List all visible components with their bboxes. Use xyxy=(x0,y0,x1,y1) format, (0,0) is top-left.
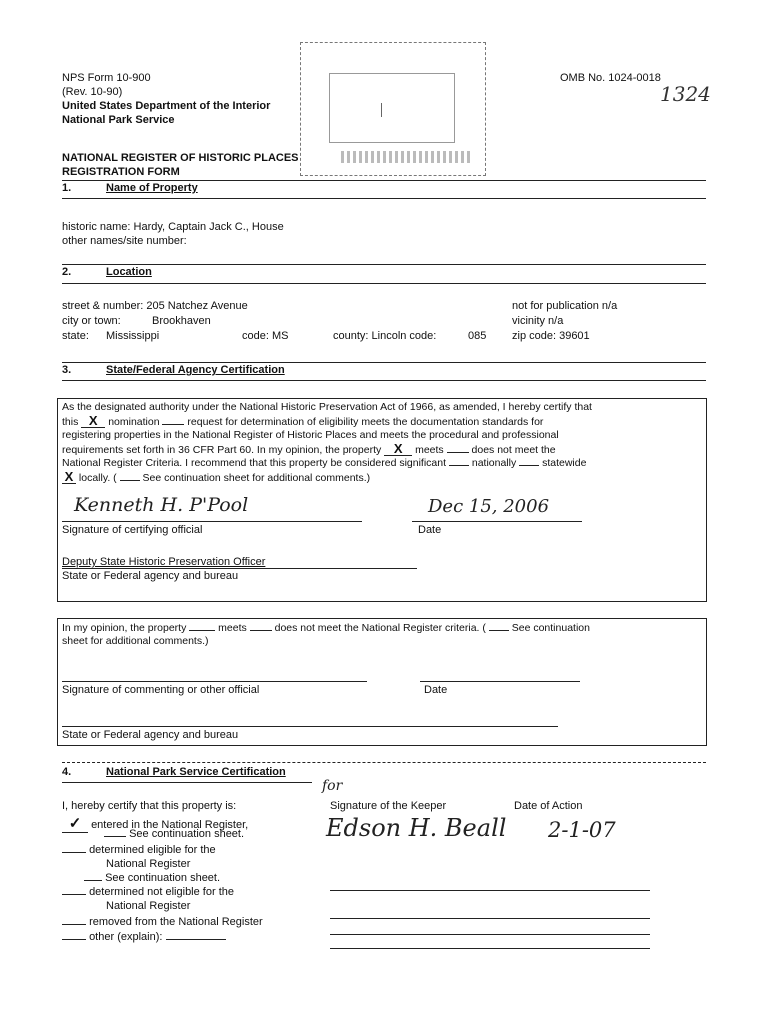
form-title: NATIONAL REGISTER OF HISTORIC PLACES xyxy=(62,152,299,164)
continuation-sheet-checkbox[interactable] xyxy=(120,480,140,481)
comment-meets-checkbox[interactable] xyxy=(189,630,215,631)
county: county: Lincoln code: xyxy=(333,330,437,342)
official-title-line xyxy=(62,568,417,569)
section-1-top-rule xyxy=(62,180,706,181)
comment-does-not-meet-checkbox[interactable] xyxy=(250,630,272,631)
section-title: Location xyxy=(106,266,152,278)
received-stamp xyxy=(300,42,486,176)
signature-label: Signature of certifying official xyxy=(62,524,203,536)
cert-line-5 xyxy=(62,457,712,470)
section-number: 2. xyxy=(62,266,72,278)
entered-label: entered in the National Register, xyxy=(91,819,249,831)
cert-criteria: National Register Criteria. I recommend that this property be considered significant xyxy=(62,457,447,469)
section-title: State/Federal Agency Certification xyxy=(106,364,285,376)
see-continuation-2-row xyxy=(84,872,220,884)
cert-continuation: See continuation sheet for additional comments.) xyxy=(142,472,371,484)
section-2-heading xyxy=(62,266,152,278)
certifying-date: Dec 15, 2006 xyxy=(428,496,550,517)
form-revision: (Rev. 10-90) xyxy=(62,86,123,98)
other-row xyxy=(62,931,226,943)
section-3-top-rule xyxy=(62,362,706,363)
comment-date-label: Date xyxy=(424,684,448,696)
eligible-checkbox[interactable] xyxy=(62,852,86,853)
section-4-bottom-rule xyxy=(62,782,312,783)
comment-agency-label: State or Federal agency and bureau xyxy=(62,729,239,741)
cert-does-not-meet: does not meet the xyxy=(471,444,556,456)
eligible-label: determined eligible for the xyxy=(89,844,216,856)
cert-line-3: registering properties in the National Register of Historic Places and meets the procedural and professional xyxy=(62,429,559,441)
cert-line-6 xyxy=(62,470,712,485)
cert-locally: locally. ( xyxy=(78,472,117,484)
see-continuation-1-label: See continuation sheet. xyxy=(129,828,245,840)
cert-line-1: As the designated authority under the National Historic Preservation Act of 1966, as amended, I hereby certify that xyxy=(62,401,592,413)
not-eligible-checkbox[interactable] xyxy=(62,894,86,895)
not-eligible-label-2: National Register xyxy=(106,900,191,912)
zip-code: zip code: 39601 xyxy=(512,330,590,342)
cert-line-2 xyxy=(62,414,712,429)
keeper-signature-label: Signature of the Keeper xyxy=(330,800,447,812)
vicinity: vicinity n/a xyxy=(512,315,564,327)
comment-does-not-meet: does not meet the National Register criteria. ( xyxy=(274,622,486,634)
stamp-inner-box xyxy=(329,73,455,143)
locally-checkbox[interactable]: X xyxy=(62,470,76,484)
see-continuation-2-label: See continuation sheet. xyxy=(105,872,221,884)
see-continuation-1-checkbox[interactable] xyxy=(104,836,126,837)
comment-continuation: See continuation xyxy=(511,622,590,634)
statewide-checkbox[interactable] xyxy=(519,465,539,466)
section-number: 4. xyxy=(62,766,72,778)
city-value: Brookhaven xyxy=(152,315,211,327)
keeper-line-4 xyxy=(330,948,650,949)
handwritten-reference-number: 1324 xyxy=(660,82,711,106)
stamp-text-smudge xyxy=(341,151,471,163)
comment-continuation-checkbox[interactable] xyxy=(489,630,509,631)
comment-signature-label: Signature of commenting or other official xyxy=(62,684,260,696)
keeper-line-2 xyxy=(330,918,650,919)
state-value: Mississippi xyxy=(106,330,160,342)
historic-name: historic name: Hardy, Captain Jack C., House xyxy=(62,221,284,233)
keeper-line-1 xyxy=(330,890,650,891)
state-code: code: MS xyxy=(242,330,289,342)
date-line xyxy=(412,521,582,522)
date-of-action: 2-1-07 xyxy=(548,818,616,842)
state-label: state: xyxy=(62,330,89,342)
comment-text xyxy=(62,622,712,648)
cert-opinion: requirements set forth in 36 CFR Part 60. In my opinion, the property xyxy=(62,444,382,456)
request-checkbox[interactable] xyxy=(162,424,184,425)
entered-checkbox[interactable]: ✓ xyxy=(62,814,88,833)
department-name: United States Department of the Interior xyxy=(62,100,271,112)
meets-checkbox[interactable]: X xyxy=(384,442,412,456)
keeper-signature: Edson H. Beall xyxy=(326,814,507,842)
section-1-bottom-rule xyxy=(62,198,706,199)
not-eligible-row xyxy=(62,886,234,898)
section-1-heading xyxy=(62,182,198,194)
removed-checkbox[interactable] xyxy=(62,924,86,925)
cert-meets: meets xyxy=(415,444,444,456)
see-continuation-2-checkbox[interactable] xyxy=(84,880,102,881)
see-continuation-1-row xyxy=(104,828,244,840)
other-checkbox[interactable] xyxy=(62,939,86,940)
comment-date-line xyxy=(420,681,580,682)
official-title: Deputy State Historic Preservation Officer xyxy=(62,556,266,568)
cert-request: request for determination of eligibility meets the documentation standards for xyxy=(187,416,544,428)
keeper-certify-text: I, hereby certify that this property is: xyxy=(62,800,237,812)
street-number: street & number: 205 Natchez Avenue xyxy=(62,300,248,312)
not-for-publication: not for publication n/a xyxy=(512,300,618,312)
county-code: 085 xyxy=(468,330,487,342)
date-of-action-label: Date of Action xyxy=(514,800,583,812)
stamp-mark xyxy=(381,103,382,117)
cert-line-4 xyxy=(62,442,712,457)
omb-number: OMB No. 1024-0018 xyxy=(560,72,661,84)
cert-statewide: statewide xyxy=(542,457,587,469)
section-title: Name of Property xyxy=(106,182,198,194)
removed-row xyxy=(62,916,263,928)
comment-agency-line xyxy=(62,726,558,727)
comment-meets: meets xyxy=(218,622,247,634)
section-number: 1. xyxy=(62,182,72,194)
comment-line-2: sheet for additional comments.) xyxy=(62,635,209,647)
comment-signature-line xyxy=(62,681,367,682)
agency-label: State or Federal agency and bureau xyxy=(62,570,239,582)
nationally-checkbox[interactable] xyxy=(449,465,469,466)
other-names: other names/site number: xyxy=(62,235,187,247)
service-name: National Park Service xyxy=(62,114,175,126)
eligible-row xyxy=(62,844,216,856)
section-4-top-rule xyxy=(62,762,706,763)
section-3-heading xyxy=(62,364,285,376)
section-2-top-rule xyxy=(62,264,706,265)
comment-line-1 xyxy=(62,622,712,635)
section-2-bottom-rule xyxy=(62,283,706,284)
section-4-heading xyxy=(62,766,286,778)
for-scribble: for xyxy=(322,778,343,794)
city-label: city or town: xyxy=(62,315,121,327)
keeper-line-3 xyxy=(330,934,650,935)
section-number: 3. xyxy=(62,364,72,376)
section-3-bottom-rule xyxy=(62,380,706,381)
cert-nomination: nomination xyxy=(108,416,160,428)
eligible-label-2: National Register xyxy=(106,858,191,870)
nomination-checkbox[interactable]: X xyxy=(81,414,105,428)
does-not-meet-checkbox[interactable] xyxy=(447,452,469,453)
other-label: other (explain): xyxy=(89,931,163,943)
comment-opinion: In my opinion, the property xyxy=(62,622,187,634)
date-label: Date xyxy=(418,524,442,536)
not-eligible-label: determined not eligible for the xyxy=(89,886,234,898)
removed-label: removed from the National Register xyxy=(89,916,263,928)
form-subtitle: REGISTRATION FORM xyxy=(62,166,180,178)
signature-line xyxy=(62,521,362,522)
section-title: National Park Service Certification xyxy=(106,766,286,778)
cert-this: this xyxy=(62,416,79,428)
other-explain-line[interactable] xyxy=(166,939,226,940)
cert-nationally: nationally xyxy=(471,457,517,469)
certifying-signature: Kenneth H. P'Pool xyxy=(74,494,249,516)
form-number: NPS Form 10-900 xyxy=(62,72,151,84)
certification-text xyxy=(62,401,712,485)
